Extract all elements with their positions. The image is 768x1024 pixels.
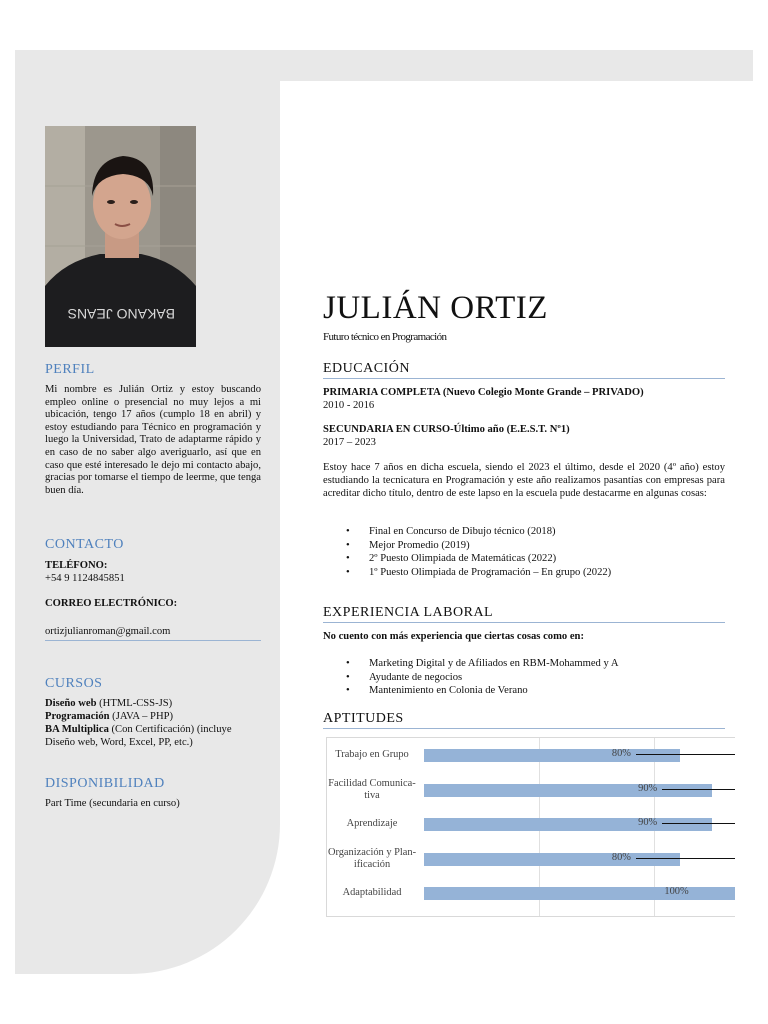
experiencia-list bbox=[323, 657, 619, 698]
educacion-heading: EDUCACIÓN bbox=[323, 361, 410, 376]
svg-text:BAKANO JEANS: BAKANO JEANS bbox=[67, 306, 175, 322]
cursos-heading: CURSOS bbox=[45, 676, 103, 691]
disponibilidad-heading: DISPONIBILIDAD bbox=[45, 776, 165, 791]
chart-leader-line bbox=[636, 858, 735, 859]
chart-data-label: 90% bbox=[638, 817, 658, 828]
chart-bar bbox=[424, 784, 712, 797]
curso-item bbox=[45, 698, 172, 711]
chart-bar bbox=[424, 749, 680, 762]
secundaria-title: SECUNDARIA EN CURSO-Último año (E.E.S.T. Nº1) bbox=[323, 424, 570, 435]
person-subtitle: Futuro técnico en Programación bbox=[323, 331, 447, 343]
chart-bar bbox=[424, 853, 680, 866]
perfil-text: Mi nombre es Julián Ortiz y estoy buscando empleo online o presencial no muy lejos a mi ubicación, tengo 17 años (cumplo 18 en abril) y estoy estudiando para Técnico en programación y luego la Universidad, Trato de adaptarme rápido y en caso de no saber algo averiguarlo, así que en caso que esté interesado le dejo mi contacto abajo, gracias por tomarse el tiempo de leerme, que tenga buen día. bbox=[45, 384, 261, 496]
chart-leader-line bbox=[636, 754, 735, 755]
list-item: • 1º Puesto Olimpiada de Programación – En grupo (2022) bbox=[369, 566, 611, 580]
list-item: • 2º Puesto Olimpiada de Matemáticas (2022) bbox=[369, 552, 611, 566]
aptitudes-rule bbox=[323, 728, 725, 729]
curso-title: Diseño web bbox=[45, 698, 97, 709]
list-item: • Mantenimiento en Colonia de Verano bbox=[369, 684, 619, 698]
curso-title: Programación bbox=[45, 711, 110, 722]
email-underline bbox=[45, 640, 261, 641]
list-item: • Mejor Promedio (2019) bbox=[369, 539, 611, 553]
curso-extra: Diseño web, Word, Excel, PP, etc.) bbox=[45, 737, 193, 748]
curso-detail: (Con Certificación) (incluye bbox=[108, 724, 232, 735]
chart-data-label: 80% bbox=[611, 851, 631, 863]
chart-data-label: 80% bbox=[611, 748, 631, 759]
aptitudes-chart bbox=[326, 737, 735, 917]
curso-detail: (JAVA – PHP) bbox=[109, 711, 174, 722]
profile-photo bbox=[45, 126, 196, 347]
list-item: • Final en Concurso de Dibujo técnico (2018) bbox=[369, 525, 611, 539]
chart-data-label: 100% bbox=[664, 886, 689, 897]
email-label: CORREO ELECTRÓNICO: bbox=[45, 598, 178, 609]
chart-category-label: Aprendizaje bbox=[346, 818, 398, 829]
person-photo-icon bbox=[45, 126, 196, 347]
phone-label: TELÉFONO: bbox=[45, 560, 108, 571]
email-value[interactable]: ortizjulianroman@gmail.com bbox=[45, 626, 171, 637]
experiencia-rule bbox=[323, 622, 725, 623]
curso-item bbox=[45, 711, 173, 724]
achievements-list bbox=[323, 525, 611, 579]
educacion-rule bbox=[323, 378, 725, 379]
chart-category-label: Adaptabilidad bbox=[342, 887, 402, 898]
primaria-years: 2010 - 2016 bbox=[323, 400, 375, 411]
chart-bar bbox=[424, 818, 712, 831]
primaria-title: PRIMARIA COMPLETA (Nuevo Colegio Monte Grande – PRIVADO) bbox=[323, 387, 644, 398]
chart-category-label: Trabajo en Grupo bbox=[335, 749, 409, 760]
curso-title: BA Multiplica bbox=[45, 724, 109, 735]
aptitudes-heading: APTITUDES bbox=[323, 711, 404, 726]
educacion-paragraph: Estoy hace 7 años en dicha escuela, siendo el 2023 el último, desde el 2020 (4º año) estoy estudiando la tecnicatura en Programación y este año realizamos pasantías con empresas para acreditar dicho título, dentro de este lapso en la escuela pude destacarme en algunas cosas: bbox=[323, 462, 725, 499]
chart-leader-line bbox=[662, 823, 735, 824]
secundaria-years: 2017 – 2023 bbox=[323, 437, 376, 448]
list-item: • Ayudante de negocios bbox=[369, 671, 619, 685]
phone-value[interactable]: +54 9 1124845851 bbox=[45, 573, 125, 584]
list-item: • Marketing Digital y de Afiliados en RBM-Mohammed y A bbox=[369, 657, 619, 671]
experiencia-heading: EXPERIENCIA LABORAL bbox=[323, 605, 494, 620]
experiencia-intro: No cuento con más experiencia que ciertas cosas como en: bbox=[323, 631, 584, 642]
disponibilidad-text: Part Time (secundaria en curso) bbox=[45, 798, 180, 809]
curso-item bbox=[45, 724, 232, 737]
perfil-heading: PERFIL bbox=[45, 362, 95, 377]
contacto-heading: CONTACTO bbox=[45, 537, 124, 552]
chart-category-label: Organización y Plan- ificación bbox=[327, 846, 417, 870]
curso-detail: (HTML-CSS-JS) bbox=[96, 698, 173, 709]
chart-category-label: Facilidad Comunica- tiva bbox=[328, 777, 416, 801]
chart-data-label: 90% bbox=[638, 782, 658, 794]
chart-leader-line bbox=[662, 789, 735, 790]
person-name: JULIÁN ORTIZ bbox=[323, 290, 548, 326]
